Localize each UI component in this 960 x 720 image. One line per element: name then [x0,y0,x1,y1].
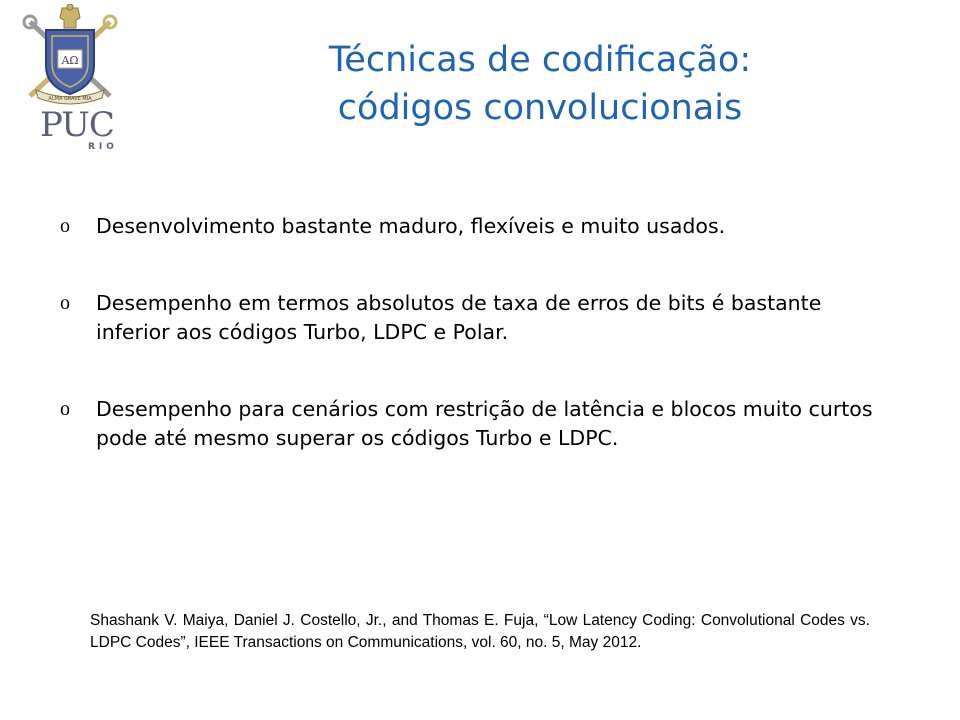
bullet-item [60,289,890,347]
bullet-text: Desenvolvimento bastante maduro, flexíveis e muito usados. [96,214,726,238]
title-line-1: Técnicas de codificação: [328,40,752,80]
crest-icon [18,4,122,108]
logo-subtext: RIO [88,142,118,152]
bullet-item [60,395,890,453]
bullet-marker: o [60,292,70,314]
slide-title [170,36,910,132]
svg-text:ΑΩ: ΑΩ [61,54,79,67]
svg-text:ALMA GRAVE MIA: ALMA GRAVE MIA [48,96,92,102]
bullet-list [60,212,890,501]
logo-text: PUC [40,105,114,145]
bullet-item [60,212,890,241]
title-line-2: códigos convolucionais [337,88,743,128]
bullet-text: Desempenho para cenários com restrição de latência e blocos muito curtos pode até mesmo superar os códigos Turbo e LDPC. [96,397,873,450]
puc-rio-logo [18,4,122,152]
bullet-text: Desempenho em termos absolutos de taxa de erros de bits é bastante inferior aos códigos Turbo, LDPC e Polar. [96,291,822,344]
bullet-marker: o [60,215,70,237]
reference-citation: Shashank V. Maiya, Daniel J. Costello, Jr., and Thomas E. Fuja, “Low Latency Coding: Convolutional Codes vs. LDPC Codes”, IEEE Transactions on Communications, vol. 60, no. 5, May 2012. [90,612,870,651]
bullet-marker: o [60,398,70,420]
